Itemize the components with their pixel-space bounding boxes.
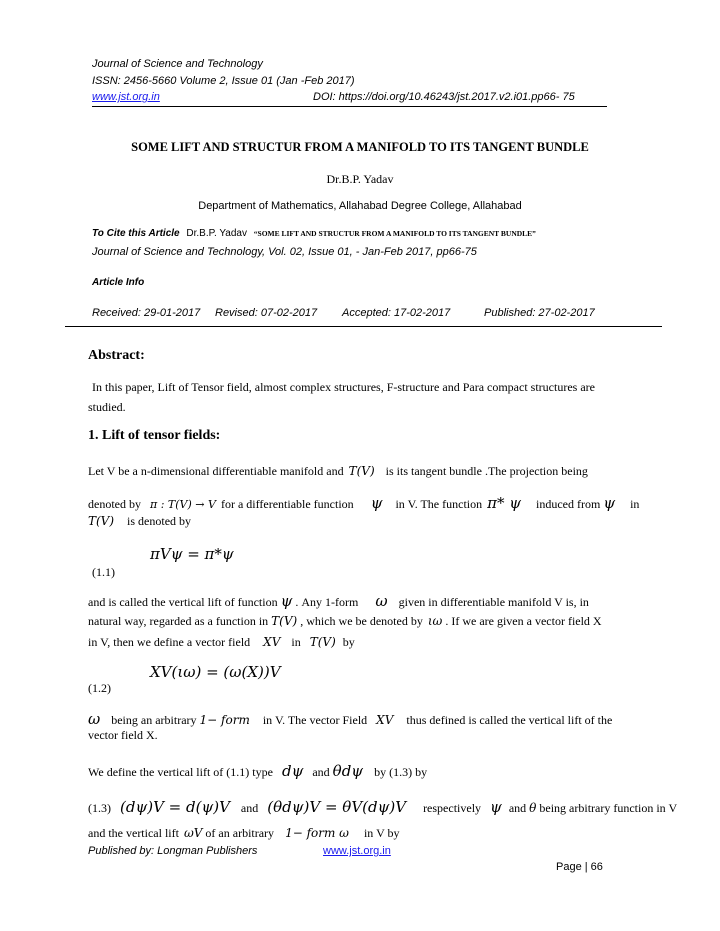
journal-website-link[interactable]: www.jst.org.in [92,91,160,103]
math-iota-omega: ιω [427,614,443,628]
citation-title: “SOME LIFT AND STRUCTUR FROM A MANIFOLD TO ITS TANGENT BUNDLE” [253,229,536,238]
text-span: in V. The function [395,497,483,511]
math-d-psi: dψ [281,762,304,780]
math-vertical-lift-x: XV [263,635,281,649]
publisher-line: Published by: Longman Publishers [88,845,258,857]
footer-website-link[interactable]: www.jst.org.in [323,845,391,857]
info-rule [65,326,662,327]
citation-author: Dr.B.P. Yadav [186,228,247,239]
citation-line [92,228,536,239]
text-span: in V. The vector Field [262,713,368,727]
equation-label: (1.1) [92,565,115,579]
text-span: of an arbitrary [205,826,275,840]
text-span: being arbitrary function in V [539,801,678,815]
math-tangent-bundle: T(V) [309,635,336,649]
text-span: . Any 1-form [295,595,359,609]
math-psi: ψ [603,494,616,512]
math-theta-d-psi: θdψ [332,762,364,780]
page-number: Page | 66 [556,861,603,873]
text-span: given in differentiable manifold V is, in [398,595,589,609]
author-affiliation: Department of Mathematics, Allahabad Degree College, Allahabad [198,200,522,212]
equation-label: (1.2) [88,681,111,695]
text-span: by [342,635,355,649]
para-line: vector field X. [88,728,158,742]
text-span: and [312,765,330,779]
math-theta: θ [529,801,537,815]
author-name: Dr.B.P. Yadav [326,172,394,186]
math-vertical-lift-x: XV [376,713,394,727]
para-line [88,494,639,512]
para-line [88,464,588,479]
para-line [88,635,355,650]
math-one-form: 1− form [199,713,250,727]
paper-title: SOME LIFT AND STRUCTUR FROM A MANIFOLD TO ITS TANGENT BUNDLE [131,140,589,154]
abstract-heading: Abstract: [88,348,145,363]
text-span: in [630,497,640,511]
text-span: in [291,635,301,649]
text-span: thus defined is called the vertical lift of the [406,713,613,727]
equation-1-3a: (dψ)V = d(ψ)V [120,798,230,816]
text-span: Let V be a n-dimensional differentiable manifold and [88,464,344,478]
math-tangent-bundle: T(V) [348,464,375,478]
para-line [88,614,602,629]
doi-line: DOI: https://doi.org/10.46243/jst.2017.v2.i01.pp66- 75 [313,91,575,103]
para-line [88,592,589,610]
issn-line: ISSN: 2456-5660 Volume 2, Issue 01 (Jan -Feb 2017) [92,75,355,87]
text-span: for a differentiable function [220,497,354,511]
text-span: by (1.3) by [374,765,428,779]
math-omega: ω [375,592,388,610]
text-span: denoted by [88,497,141,511]
math-tangent-bundle: T(V) [88,514,115,528]
text-span: is its tangent bundle .The projection being [385,464,588,478]
equation-1-3b: (θdψ)V = θV(dψ)V [267,798,407,816]
math-omega-vertical-lift: ωV [183,826,203,840]
para-line [88,514,191,529]
text-span: being an arbitrary [111,713,197,727]
published-date: Published: 27-02-2017 [484,307,595,319]
citation-label: To Cite this Article [92,228,180,239]
math-omega: ω [88,710,101,728]
journal-name: Journal of Science and Technology [92,58,263,70]
math-psi: ψ [490,798,502,816]
equation-1-1: πVψ = π*ψ [150,545,234,563]
math-pullback-psi: π* ψ [487,494,522,512]
text-span: and [240,801,259,815]
accepted-date: Accepted: 17-02-2017 [342,307,451,319]
text-span: is denoted by [127,514,192,528]
para-line [88,762,427,780]
received-date: Received: 29-01-2017 [92,307,201,319]
equation-label: (1.3) [88,801,111,815]
math-psi: ψ [280,592,293,610]
text-span: in V, then we define a vector field [88,635,251,649]
para-line [88,826,400,841]
text-span: and is called the vertical lift of function [88,595,278,609]
text-span: We define the vertical lift of (1.1) type [88,765,273,779]
citation-journal: Journal of Science and Technology, Vol. 02, Issue 01, - Jan-Feb 2017, pp66-75 [92,246,477,258]
math-projection: π : T(V) → V [150,498,216,511]
article-info-label: Article Info [92,277,145,288]
para-line [88,798,677,816]
text-span: induced from [536,497,601,511]
para-line [88,710,612,728]
header-rule [92,106,607,107]
math-tangent-bundle: T(V) [271,614,298,628]
abstract-line-2: studied. [88,400,126,414]
text-span: and the vertical lift [88,826,179,840]
revised-date: Revised: 07-02-2017 [215,307,318,319]
text-span: natural way, regarded as a function in [88,614,269,628]
text-span: respectively [423,801,482,815]
text-span: and [508,801,527,815]
section-heading: 1. Lift of tensor fields: [88,428,221,443]
equation-1-2: XV(ιω) = (ω(X))V [150,663,281,681]
math-one-form-omega: 1− form ω [285,826,349,840]
abstract-line-1: In this paper, Lift of Tensor field, almost complex structures, F-structure and Para compact structures are [92,380,595,394]
text-span: . If we are given a vector field X [445,614,602,628]
text-span: in V by [363,826,400,840]
math-psi: ψ [370,494,383,512]
text-span: , which we be denoted by [300,614,423,628]
